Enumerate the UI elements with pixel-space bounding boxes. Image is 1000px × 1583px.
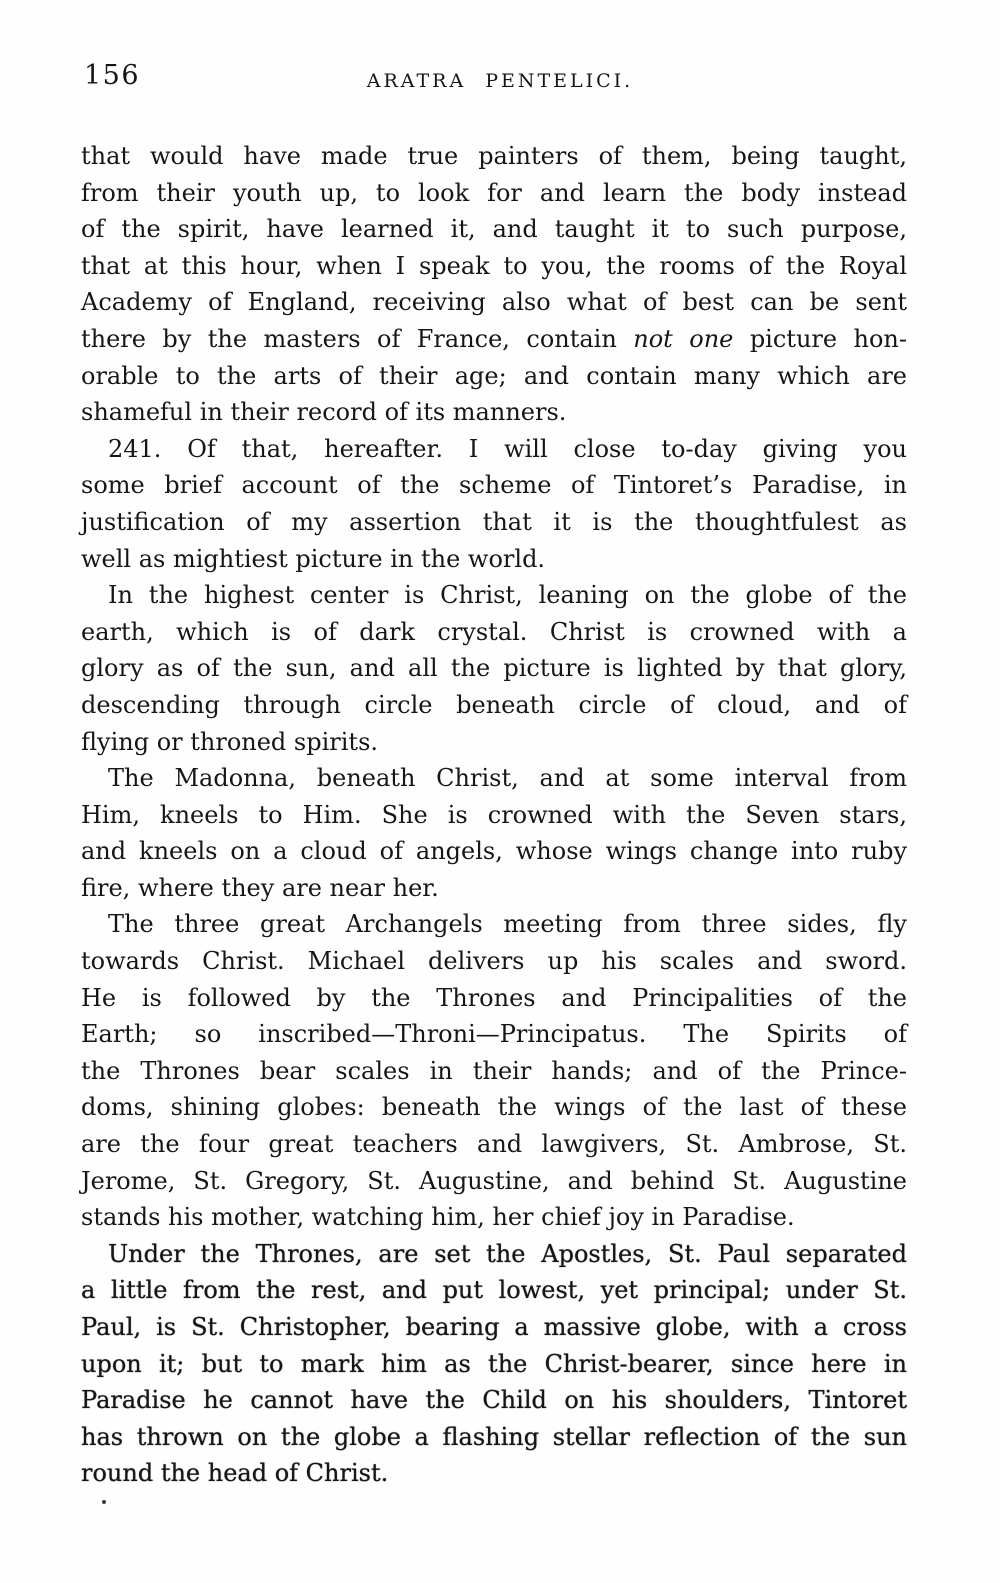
text-line: Under the Thrones, are set the Apostles, St. Paul separated xyxy=(108,1239,907,1268)
text-line: that at this hour, when I speak to you, the rooms of the Royal xyxy=(81,251,907,280)
text-line: orable to the arts of their age; and contain many which are xyxy=(81,361,907,390)
text-line: glory as of the sun, and all the picture is lighted by that glory, xyxy=(81,654,907,683)
italic-text: not one xyxy=(633,324,734,353)
text-line: that would have made true painters of them, being taught, xyxy=(81,142,907,170)
text-line: Jerome, St. Gregory, St. Augustine, and behind St. Augustine xyxy=(81,1166,907,1195)
text-line xyxy=(81,321,907,358)
text-line: stands his mother, watching him, her chief joy in Paradise. xyxy=(81,1203,795,1232)
text-line: Earth; so inscribed—Throni—Principatus. The Spirits of xyxy=(81,1020,907,1049)
text-line: Him, kneels to Him. She is crowned with the Seven stars, xyxy=(81,800,907,829)
text-line: upon it; but to mark him as the Christ-bearer, since here in xyxy=(81,1349,907,1378)
paragraph xyxy=(81,577,907,760)
text-line: of the spirit, have learned it, and taught it to such purpose, xyxy=(81,215,907,244)
text-line: Paradise he cannot have the Child on his shoulders, Tintoret xyxy=(81,1386,907,1415)
text-line: In the highest center is Christ, leaning on the globe of the xyxy=(108,581,907,610)
text-line: shameful in their record of its manners. xyxy=(81,398,567,427)
text-segment: picture hon- xyxy=(733,324,907,353)
text-line: and kneels on a cloud of angels, whose wings change into ruby xyxy=(81,837,907,866)
running-header: ARATRA PENTELICI. xyxy=(366,70,634,92)
text-line: has thrown on the globe a flashing stellar reflection of the sun xyxy=(81,1422,907,1451)
text-line: flying or throned spirits. xyxy=(81,727,379,756)
text-line: He is followed by the Thrones and Principalities of the xyxy=(81,983,907,1012)
paragraph xyxy=(81,906,907,1235)
scan-ink-speck xyxy=(102,1500,106,1504)
text-segment: there by the masters of France, contain xyxy=(81,324,634,353)
text-line: fire, where they are near her. xyxy=(81,873,439,902)
paragraph xyxy=(81,138,907,431)
text-line: Paul, is St. Christopher, bearing a massive globe, with a cross xyxy=(81,1313,907,1341)
text-line: are the four great teachers and lawgivers, St. Ambrose, St. xyxy=(81,1130,907,1159)
text-line: 241. Of that, hereafter. I will close to-day giving you xyxy=(108,434,907,463)
paragraph xyxy=(81,431,907,577)
text-line: towards Christ. Michael delivers up his scales and sword. xyxy=(81,947,907,976)
text-line: The three great Archangels meeting from three sides, fly xyxy=(108,910,907,939)
text-line: well as mightiest picture in the world. xyxy=(81,544,546,573)
text-line: Academy of England, receiving also what of best can be sent xyxy=(81,288,907,317)
text-line: some brief account of the scheme of Tintoret’s Paradise, in xyxy=(81,471,907,500)
text-line: earth, which is of dark crystal. Christ is crowned with a xyxy=(81,617,907,646)
text-line: descending through circle beneath circle of cloud, and of xyxy=(81,690,907,719)
text-line: round the head of Christ. xyxy=(81,1459,389,1488)
page-body xyxy=(81,138,907,1492)
paragraph xyxy=(81,1236,907,1492)
text-line: doms, shining globes: beneath the wings of the last of these xyxy=(81,1093,907,1122)
text-line: the Thrones bear scales in their hands; and of the Prince- xyxy=(81,1056,907,1085)
text-line: from their youth up, to look for and learn the body instead xyxy=(81,178,907,207)
text-line: a little from the rest, and put lowest, yet principal; under St. xyxy=(81,1276,907,1305)
page-number: 156 xyxy=(84,60,141,91)
text-line: The Madonna, beneath Christ, and at some interval from xyxy=(108,764,907,793)
text-line: justification of my assertion that it is the thoughtfulest as xyxy=(81,507,907,536)
paragraph xyxy=(81,760,907,906)
